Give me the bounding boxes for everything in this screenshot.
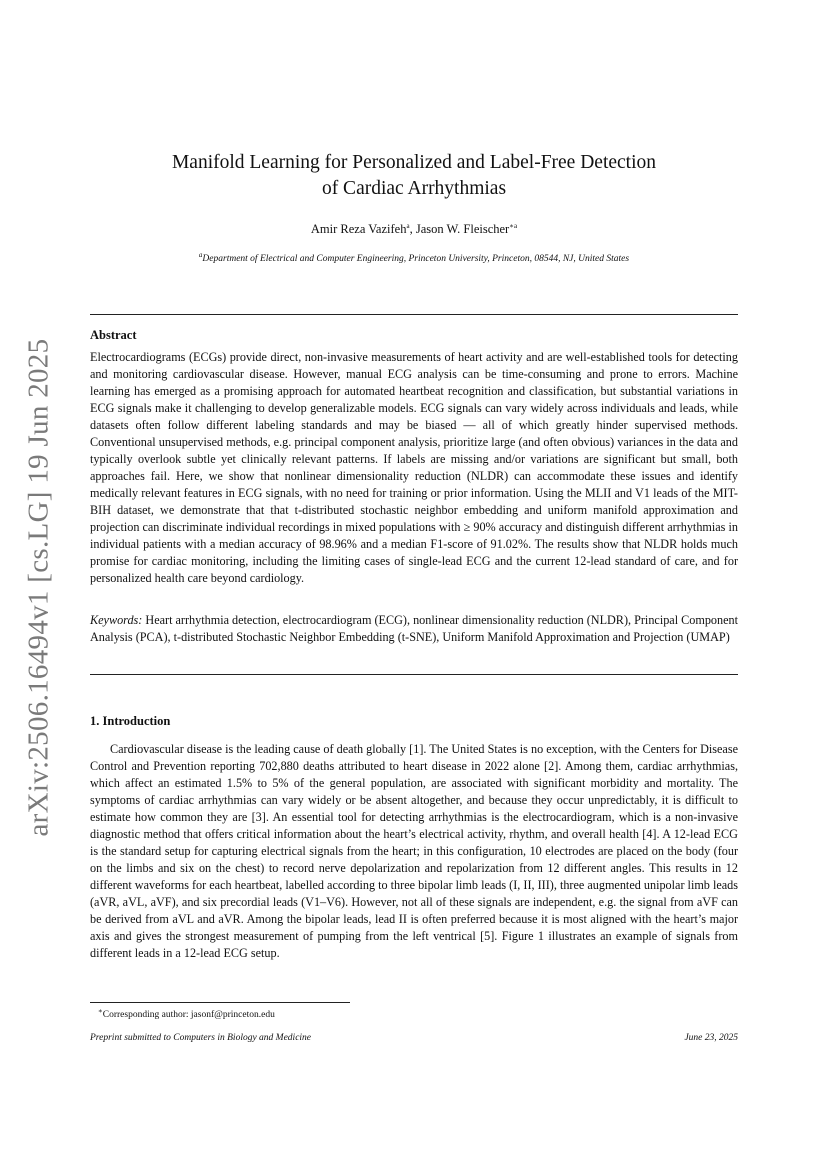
author-1-name: Amir Reza Vazifeh — [310, 222, 407, 237]
author-list — [90, 222, 738, 237]
keywords-block — [90, 612, 738, 646]
introduction-heading: 1. Introduction — [90, 714, 171, 728]
arxiv-identifier-text: arXiv:2506.16494v1 [cs.LG] 19 Jun 2025 — [22, 338, 55, 837]
affiliation-text: Department of Electrical and Computer Engineering, Princeton University, Princeton, 08544, NJ, United States — [202, 254, 630, 265]
abstract-body: Electrocardiograms (ECGs) provide direct, non-invasive measurements of heart activity and are well-established tools for detecting and monitoring cardiovascular disease. However, manual ECG analysis can be time-consuming and prone to errors. Machine learning has emerged as a promising approach for automated heartbeat recognition and classification, but substantial variations in ECG signals make it challenging to develop generalizable models. ECG signals can vary widely across individuals and leads, while datasets often follow different labeling standards and may be biased — all of which greatly hinder supervised methods. Conventional unsupervised methods, e.g. principal component analysis, prioritize large (and often obvious) variances in the data and typically overlook subtle yet clinically relevant patterns. If labels are missing and/or variations are significant but small, both approaches fail. Here, we show that nonlinear dimensionality reduction (NLDR) can accommodate these issues and identify medically relevant features in ECG signals, with no need for training or prior information. Using the MLII and V1 leads of the MIT-BIH dataset, we demonstrate that that t-distributed stochastic neighbor embedding and uniform manifold approximation and projection can discriminate individual recordings in mixed populations with ≥ 90% accuracy and distinguish different arrhythmias in individual patients with a median accuracy of 98.96% and a median F1-score of 91.02%. The results show that NLDR holds much promise for cardiac monitoring, including the limiting cases of single-lead ECG and the current 12-lead standard of care, and for personalized health care beyond cardiology. — [90, 350, 738, 585]
keywords-text: Heart arrhythmia detection, electrocardiogram (ECG), nonlinear dimensionality reduction (NLDR), Principal Component Analysis (PCA), t-distributed Stochastic Neighbor Embedding (t-SNE), Uniform Manifold Approximation and Projection (UMAP) — [90, 613, 739, 644]
introduction-body: Cardiovascular disease is the leading cause of death globally [1]. The United States is no exception, with the Centers for Disease Control and Prevention reporting 702,880 deaths attributed to heart disease in 2022 alone [2]. Among them, cardiac arrhythmias, which affect an estimated 1.5% to 5% of the general population, are associated with significant morbidity and mortality. The symptoms of cardiac arrhythmias can vary widely or be absent altogether, and because they occur unpredictably, it is difficult to estimate how common they are [3]. An essential tool for detecting arrhythmias is the electrocardiogram, which is a non-invasive diagnostic method that offers critical information about the heart’s electrical activity, rhythm, and overall health [4]. A 12-lead ECG is the standard setup for capturing electrical signals from the heart; in this configuration, 10 electrodes are placed on the body (four on the limbs and six on the chest) to record nerve depolarization and repolarization from 12 different angles. This results in 12 different waveforms for each heartbeat, labelled according to three bipolar limb leads (I, II, III), three augmented unipolar limb leads (aVR, aVL, aVF), and six precordial leads (V1–V6). However, not all of these signals are independent, e.g. the signal from aVF can be derived from aVL and aVR. Among the bipolar leads, lead II is often preferred because it is most aligned with the heart’s major axis and gives the strongest measurement of pumping from the left ventrical [5]. Figure 1 illustrates an example of signals from different leads in a 12-lead ECG setup. — [90, 742, 738, 960]
keywords-label: Keywords: — [90, 613, 143, 627]
author-separator: , — [409, 222, 416, 237]
title-line-1: Manifold Learning for Personalized and Label-Free Detection — [171, 152, 657, 173]
footnote-mark: ∗ — [98, 1007, 103, 1015]
author-2-affiliation-mark: ∗a — [509, 222, 518, 230]
footnote — [98, 1007, 275, 1020]
abstract-heading: Abstract — [90, 328, 137, 342]
footnote-divider — [90, 1002, 350, 1003]
footer-date: June 23, 2025 — [684, 1033, 738, 1043]
author-1-affiliation-mark: a — [406, 222, 410, 230]
bottom-divider — [90, 674, 738, 675]
paper-title — [90, 150, 738, 202]
title-line-2: of Cardiac Arrhythmias — [321, 178, 507, 199]
footnote-text: Corresponding author: jasonf@princeton.edu — [102, 1010, 275, 1021]
affiliation-mark: a — [198, 251, 203, 259]
arxiv-identifier-stamp — [14, 338, 64, 837]
footer-journal: Preprint submitted to Computers in Biology and Medicine — [90, 1033, 312, 1043]
author-2-name: Jason W. Fleischer — [415, 222, 510, 237]
affiliation — [90, 251, 738, 264]
top-divider — [90, 314, 738, 315]
